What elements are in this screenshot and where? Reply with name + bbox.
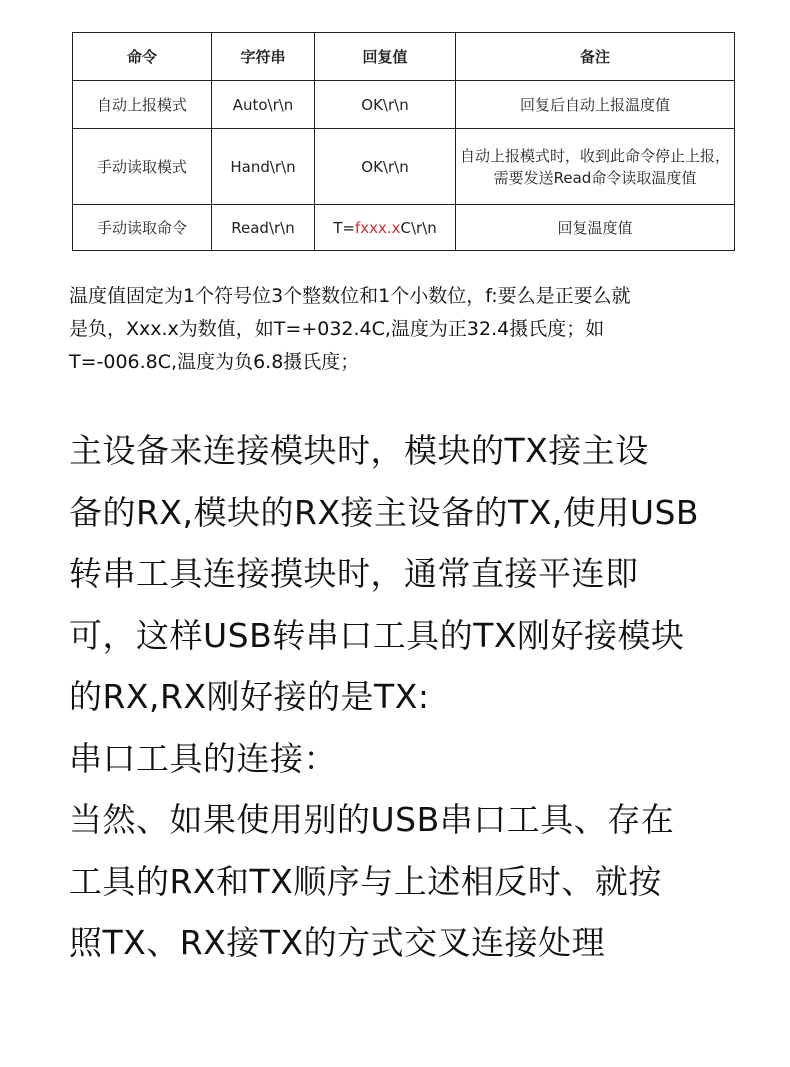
table-header-row: [73, 33, 735, 81]
cell-reply: [315, 205, 456, 251]
header-command: 命令: [73, 33, 212, 81]
body-line: 串口工具的连接：: [69, 738, 337, 778]
reply-suffix: C\r\n: [400, 218, 437, 237]
header-note: 备注: [456, 33, 735, 81]
cell-note: 回复温度值: [456, 205, 735, 251]
cell-command: 手动读取模式: [73, 129, 212, 205]
body-line: 备的RX,模块的RX接主设备的TX,使用USB: [69, 492, 700, 532]
cell-note: 自动上报模式时，收到此命令停止上报，需要发送Read命令读取温度值: [456, 129, 735, 205]
cell-string: Auto\r\n: [212, 81, 315, 129]
body-line: 的RX,RX刚好接的是TX:: [69, 677, 430, 716]
description-line: T=-006.8C,温度为负6.8摄氏度；: [69, 351, 360, 373]
body-line: 工具的RX和TX顺序与上述相反时、就按: [69, 861, 662, 901]
cell-reply: [315, 129, 456, 205]
wiring-instructions: [69, 420, 749, 974]
reply-text: OK\r\n: [361, 157, 409, 176]
table-row: [73, 205, 735, 251]
reply-text: OK\r\n: [361, 95, 409, 114]
cell-string: Hand\r\n: [212, 129, 315, 205]
cell-string: Read\r\n: [212, 205, 315, 251]
header-reply: 回复值: [315, 33, 456, 81]
reply-prefix: T=: [333, 218, 355, 237]
cell-command: 手动读取命令: [73, 205, 212, 251]
body-line: 可，这样USB转串口工具的TX刚好接模块: [69, 615, 685, 655]
temperature-format-description: [69, 280, 739, 379]
cell-command: 自动上报模式: [73, 81, 212, 129]
body-line: 当然、如果使用别的USB串口工具、存在: [69, 800, 675, 839]
description-line: 温度值固定为1个符号位3个整数位和1个小数位，f:要么是正要么就: [69, 285, 631, 307]
table-row: [73, 129, 735, 205]
description-line: 是负，Xxx.x为数值，如T=+032.4C,温度为正32.4摄氏度；如: [69, 318, 605, 340]
cell-reply: [315, 81, 456, 129]
cell-note: 回复后自动上报温度值: [456, 81, 735, 129]
command-table: [72, 32, 735, 251]
header-string: 字符串: [212, 33, 315, 81]
body-line: 转串工具连接摸块时，通常直接平连即: [69, 554, 639, 593]
table-row: [73, 81, 735, 129]
body-line: 主设备来连接模块时，模块的TX接主设: [69, 431, 649, 470]
reply-highlight: fxxx.x: [354, 218, 401, 237]
body-line: 照TX、RX接TX的方式交叉连接处理: [69, 923, 606, 962]
